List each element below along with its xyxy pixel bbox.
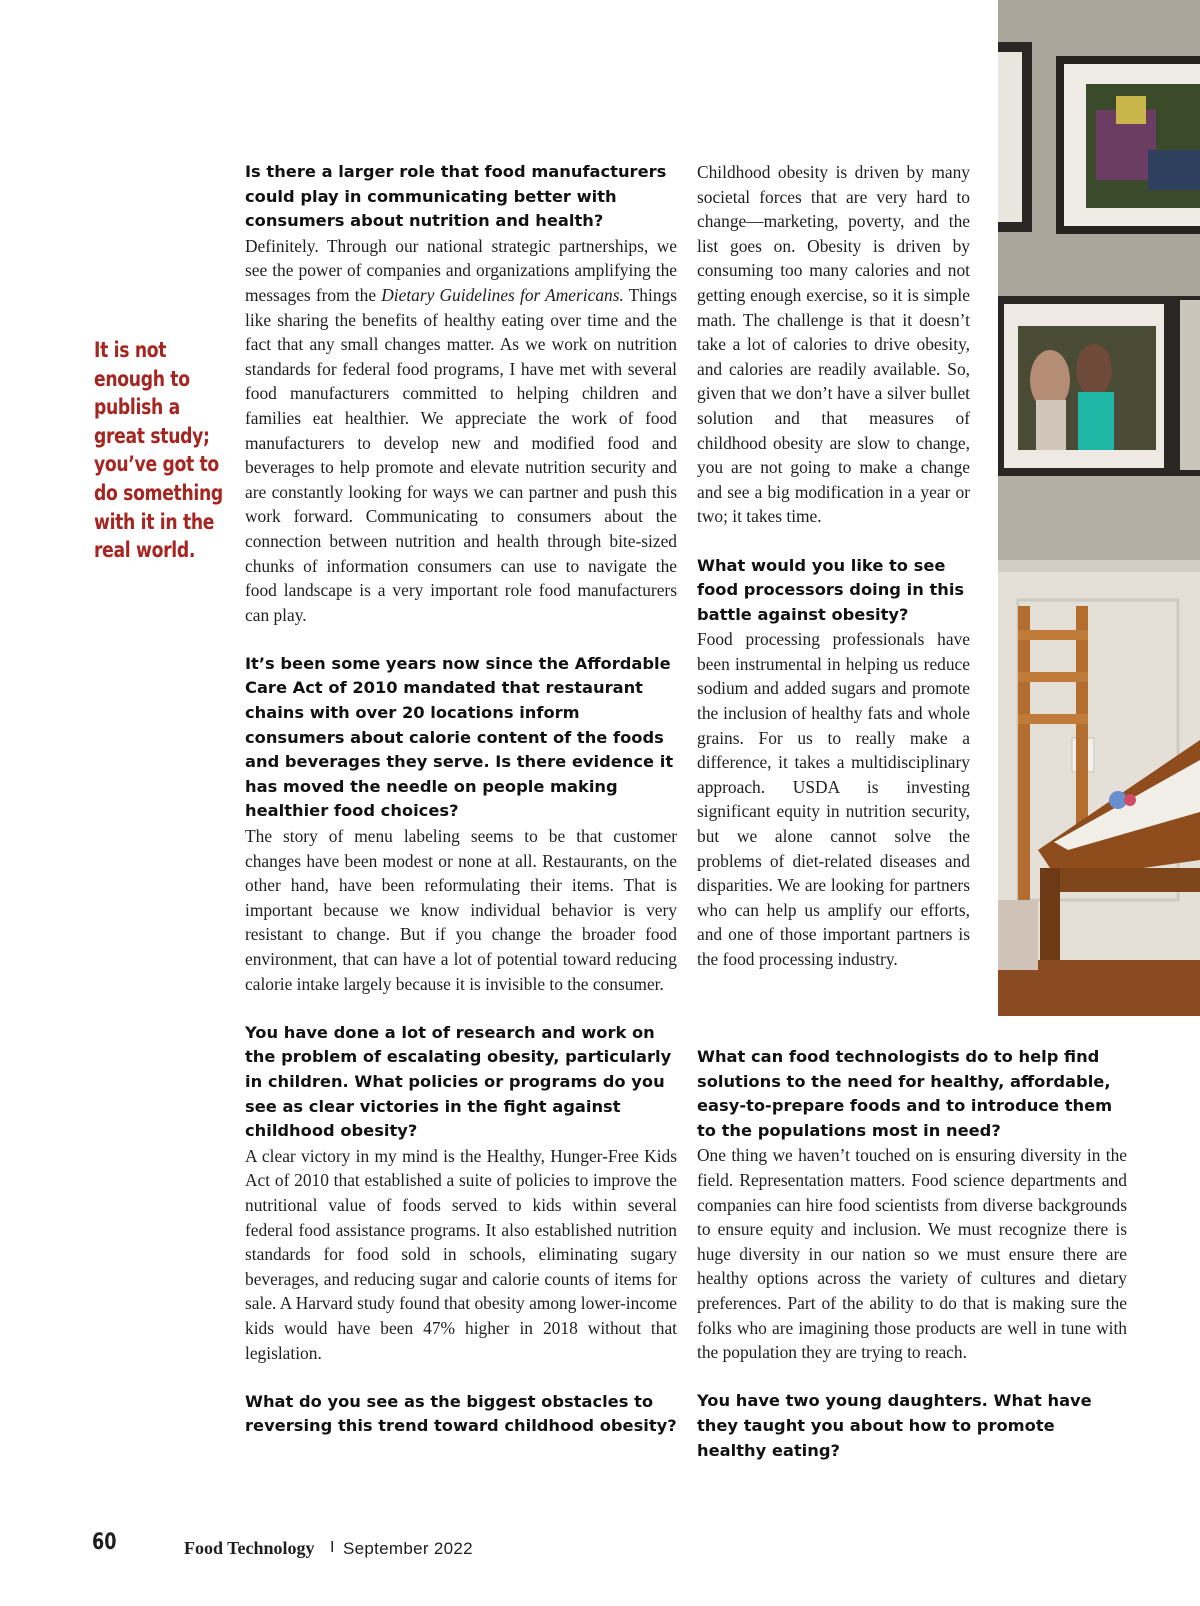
magazine-name: Food Technology [184, 1538, 315, 1558]
pull-quote-line: enough to [94, 366, 190, 391]
paragraph-gap [697, 1365, 1127, 1390]
article-column-1 [245, 160, 677, 1439]
interview-question: You have done a lot of research and work on the problem of escalating obesity, particularly in children. What policies or programs do you see as clear victories in the fight against childhood obesity? [245, 1022, 672, 1141]
answer-italic-title: Dietary Guidelines for Americans. [381, 284, 624, 305]
paragraph-gap [245, 996, 677, 1021]
paragraph-gap [245, 1365, 677, 1390]
interview-question: Is there a larger role that food manufacturers could play in communicating better with consumers about nutrition and health? [245, 162, 667, 231]
interview-question: What do you see as the biggest obstacles to reversing this trend toward childhood obesity? [245, 1391, 677, 1436]
page-number: 60 [92, 1530, 117, 1555]
interview-question: You have two young daughters. What have they taught you about how to promote healthy eating? [697, 1391, 1092, 1460]
interview-question: What can food technologists do to help find solutions to the need for healthy, affordable, easy-to-prepare foods and to introduce them to the populations most in need? [697, 1047, 1113, 1140]
answer-text: Things like sharing the benefits of healthy eating over time and the fact that any small changes matter. As we work on nutrition standards for federal food programs, I have met with several food manufacturers committed to helping children and families eat healthier. We appreciate the work of food manufacturers to develop new and modified food and beverages to help promote and elevate nutrition security and are constantly looking for ways we can partner and push this work forward. Communicating to consumers about the connection between nutrition and health through bite-sized chunks of information consumers can use to navigate the food landscape is a very important role food manufacturers can play. [245, 284, 677, 625]
interview-answer [245, 234, 677, 628]
interview-answer: Childhood obesity is driven by many societal forces that are very hard to change—marketing, poverty, and the list goes on. Obesity is driven by consuming too many calories and not getting enough exercise, so it is simple math. The challenge is that it doesn’t take a lot of calories to drive obesity, and calories are readily available. So, given that we don’t have a silver bullet solution and that measures of childhood obesity are slow to change, you are not going to make a change and see a big modification in a year or two; it takes time. [697, 162, 970, 527]
pull-quote-line: publish a [94, 395, 180, 420]
interview-answer: Food processing professionals have been instrumental in helping us reduce sodium and added sugars and promote the inclusion of healthy fats and whole grains. For us to really make a difference, it takes a multidisciplinary approach. USDA is investing significant equity in nutrition security, but we alone cannot solve the problems of diet-related diseases and disparities. We are looking for partners who can help us amplify our efforts, and one of those important partners is the food processing industry. [697, 629, 970, 969]
pull-quote-line: you’ve got to [94, 452, 219, 477]
article-column-2-lower [697, 1045, 1127, 1463]
interview-question: It’s been some years now since the Affordable Care Act of 2010 mandated that restaurant chains with over 20 locations inform consumers about calorie content of the foods and beverages they serve. Is there evidence it has moved the needle on people making healthier food choices? [245, 653, 674, 821]
pull-quote [94, 336, 223, 565]
interview-question: What would you like to see food processors doing in this battle against obesity? [697, 555, 965, 624]
paragraph-gap [697, 529, 970, 554]
article-column-2 [697, 160, 970, 972]
interview-answer: The story of menu labeling seems to be that customer changes have been modest or none at all. Restaurants, on the other hand, have been reformulating their items. That is important because we know individual behavior is very resistant to change. But if you change the broader food environment, that can have a lot of potential toward reducing calorie intake largely because it is invisible to the consumer. [245, 826, 677, 994]
interview-answer: One thing we haven’t touched on is ensuring diversity in the field. Representation matters. Food science departments and companies can hire food scientists from diverse backgrounds to ensure equity and inclusion. We must recognize there is huge diversity in our nation so we must ensure there are healthy options across the variety of cultures and dietary preferences. Part of the ability to do that is making sure the folks who are imagining those products are well in tune with the population they are trying to reach. [697, 1145, 1127, 1363]
pull-quote-line: real world. [94, 538, 196, 563]
issue-date: September 2022 [343, 1539, 473, 1558]
pull-quote-line: It is not [94, 338, 167, 362]
footer-separator: I [330, 1539, 335, 1556]
pull-quote-line: do something [94, 480, 223, 505]
interview-answer: A clear victory in my mind is the Healthy, Hunger-Free Kids Act of 2010 that established a suite of policies to improve the nutritional value of foods served to kids within several federal food assistance programs. It also established nutrition standards for food sold in schools, eliminating sugary beverages, and reducing sugar and calorie counts of items for sale. A Harvard study found that obesity among lower-income kids would have been 47% higher in 2018 without that legislation. [245, 1145, 677, 1363]
interior-photo-art [998, 0, 1200, 1016]
pull-quote-line: with it in the [94, 509, 215, 534]
paragraph-gap [245, 627, 677, 652]
interior-photo [998, 0, 1200, 1016]
pull-quote-line: great study; [94, 423, 210, 448]
answer-text: Definitely. Through our national strategic partnerships, we see the power of companies and organizations amplifying the messages from the [245, 235, 677, 305]
